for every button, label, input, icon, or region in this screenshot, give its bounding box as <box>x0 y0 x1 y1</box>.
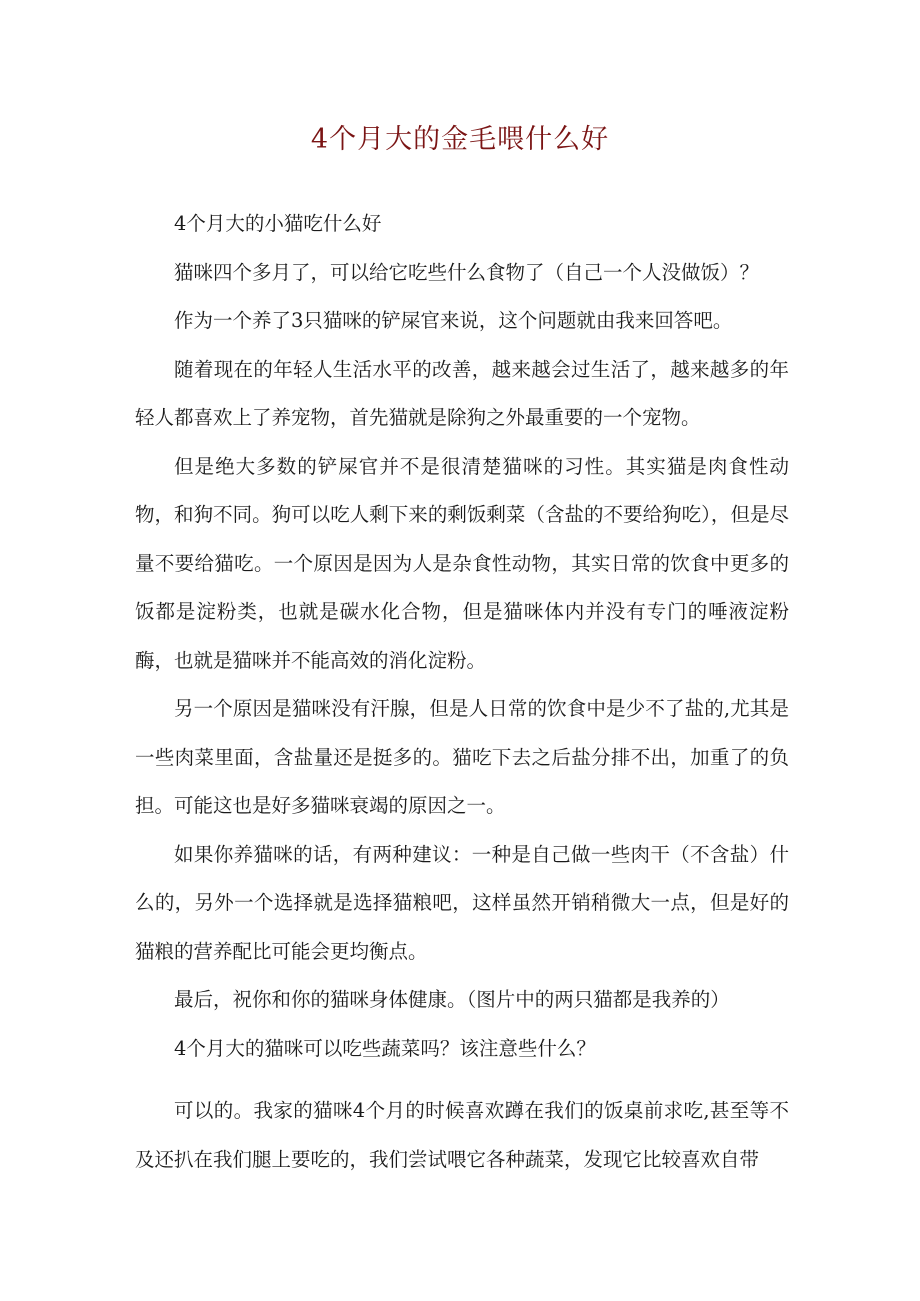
subheading-kitten-food: 4个月大的小猫吃什么好 <box>174 212 382 235</box>
paragraph-pets-trend: 随着现在的年轻人生活水平的改善，越来越会过生活了，越来越多的年轻人都喜欢上了养宠物，首先猫就是除狗之外最重要的一个宠物。 <box>135 357 789 429</box>
subheading-vegetables: 4个月大的猫咪可以吃些蔬菜吗？该注意些什么？ <box>174 1036 596 1060</box>
paragraph-question: 猫咪四个多月了，可以给它吃些什么食物了（自己一个人没做饭）？ <box>174 260 760 284</box>
paragraph-carnivore: 但是绝大多数的铲屎官并不是很清楚猫咪的习性。其实猫是肉食性动物，和狗不同。狗可以吃人剩下来的剩饭剩菜（含盐的不要给狗吃），但是尽量不要给猫吃。一个原因是因为人是杂食性动物，其实日常的饮食中更多的饭都是淀粉类，也就是碳水化合物，但是猫咪体内并没有专门的唾液淀粉酶，也就是猫咪并不能高效的消化淀粉。 <box>135 454 789 672</box>
paragraph-vegetables-answer: 可以的。我家的猫咪4个月的时候喜欢蹲在我们的饭桌前求吃,甚至等不及还扒在我们腿上要吃的，我们尝试喂它各种蔬菜，发现它比较喜欢自带 <box>135 1099 789 1171</box>
document-title: 4个月大的金毛喂什么好 <box>310 124 610 155</box>
document-body <box>135 200 789 1184</box>
paragraph-intro: 作为一个养了3只猫咪的铲屎官来说，这个问题就由我来回答吧。 <box>174 309 733 332</box>
paragraph-salt: 另一个原因是猫咪没有汗腺，但是人日常的饮食中是少不了盐的,尤其是一些肉菜里面，含盐量还是挺多的。猫吃下去之后盐分排不出，加重了的负担。可能这也是好多猫咪衰竭的原因之一。 <box>135 697 789 817</box>
paragraph-closing: 最后，祝你和你的猫咪身体健康。（图片中的两只猫都是我养的） <box>174 988 730 1011</box>
paragraph-suggestions: 如果你养猫咪的话，有两种建议：一种是自己做一些肉干（不含盐）什么的，另外一个选择就是选择猫粮吧，这样虽然开销稍微大一点，但是好的猫粮的营养配比可能会更均衡点。 <box>135 842 789 963</box>
section-gap <box>135 1073 789 1087</box>
